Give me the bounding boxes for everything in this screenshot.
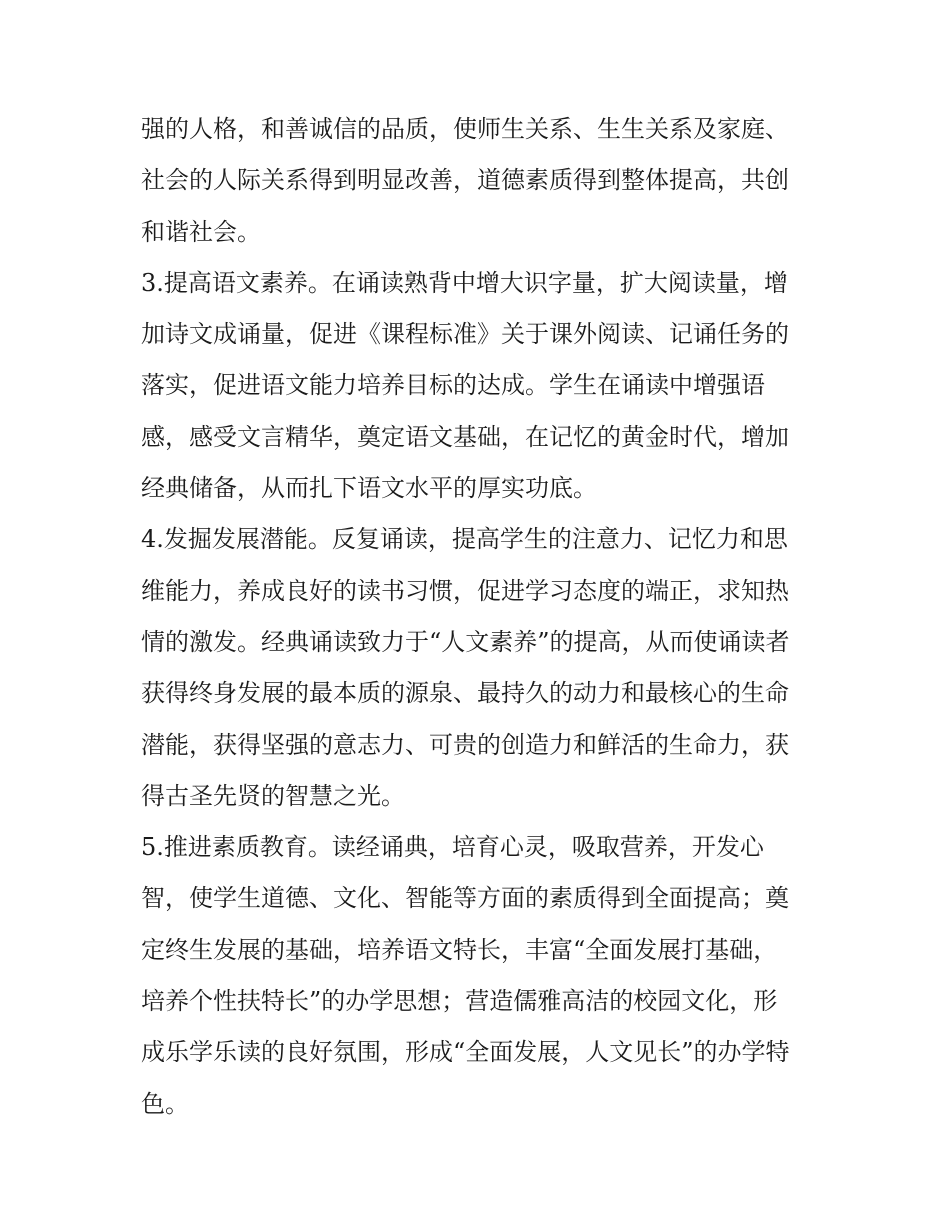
section-5-heading-line: 5.推进素质教育。读经诵典，培育心灵，吸取营养，开发心 — [141, 833, 764, 862]
text-line: 得古圣先贤的智慧之光。 — [141, 781, 405, 810]
text-line: 感，感受文言精华，奠定语文基础，在记忆的黄金时代，增加 — [141, 422, 789, 451]
text-line: 社会的人际关系得到明显改善，道德素质得到整体提高，共创 — [141, 166, 789, 195]
body-text — [141, 104, 821, 1130]
text-line: 智，使学生道德、文化、智能等方面的素质得到全面提高；奠 — [141, 884, 789, 913]
text-line: 经典储备，从而扎下语文水平的厚实功底。 — [141, 474, 597, 503]
text-line: 成乐学乐读的良好氛围，形成“全面发展，人文见长”的办学特 — [141, 1038, 790, 1067]
text-line: 强的人格，和善诚信的品质，使师生关系、生生关系及家庭、 — [141, 115, 789, 143]
text-line: 加诗文成诵量，促进《课程标准》关于课外阅读、记诵任务的 — [141, 320, 789, 349]
text-line: 落实，促进语文能力培养目标的达成。学生在诵读中增强语 — [141, 371, 765, 400]
section-4-heading-line: 4.发掘发展潜能。反复诵读，提高学生的注意力、记忆力和思 — [141, 525, 788, 554]
section-3-heading-line: 3.提高语文素养。在诵读熟背中增大识字量，扩大阅读量，增 — [141, 268, 788, 297]
text-line: 获得终身发展的最本质的源泉、最持久的动力和最核心的生命 — [141, 679, 789, 708]
text-line: 维能力，养成良好的读书习惯，促进学习态度的端正，求知热 — [141, 576, 789, 605]
text-line: 和谐社会。 — [141, 217, 261, 246]
text-line: 培养个性扶特长”的办学思想；营造儒雅高洁的校园文化，形 — [141, 987, 778, 1016]
text-line: 定终生发展的基础，培养语文特长，丰富“全面发展打基础， — [141, 935, 778, 964]
text-line: 潜能，获得坚强的意志力、可贵的创造力和鲜活的生命力，获 — [141, 730, 789, 759]
text-line: 情的激发。经典诵读致力于“人文素养”的提高，从而使诵读者 — [141, 627, 790, 656]
text-line: 色。 — [141, 1089, 189, 1118]
